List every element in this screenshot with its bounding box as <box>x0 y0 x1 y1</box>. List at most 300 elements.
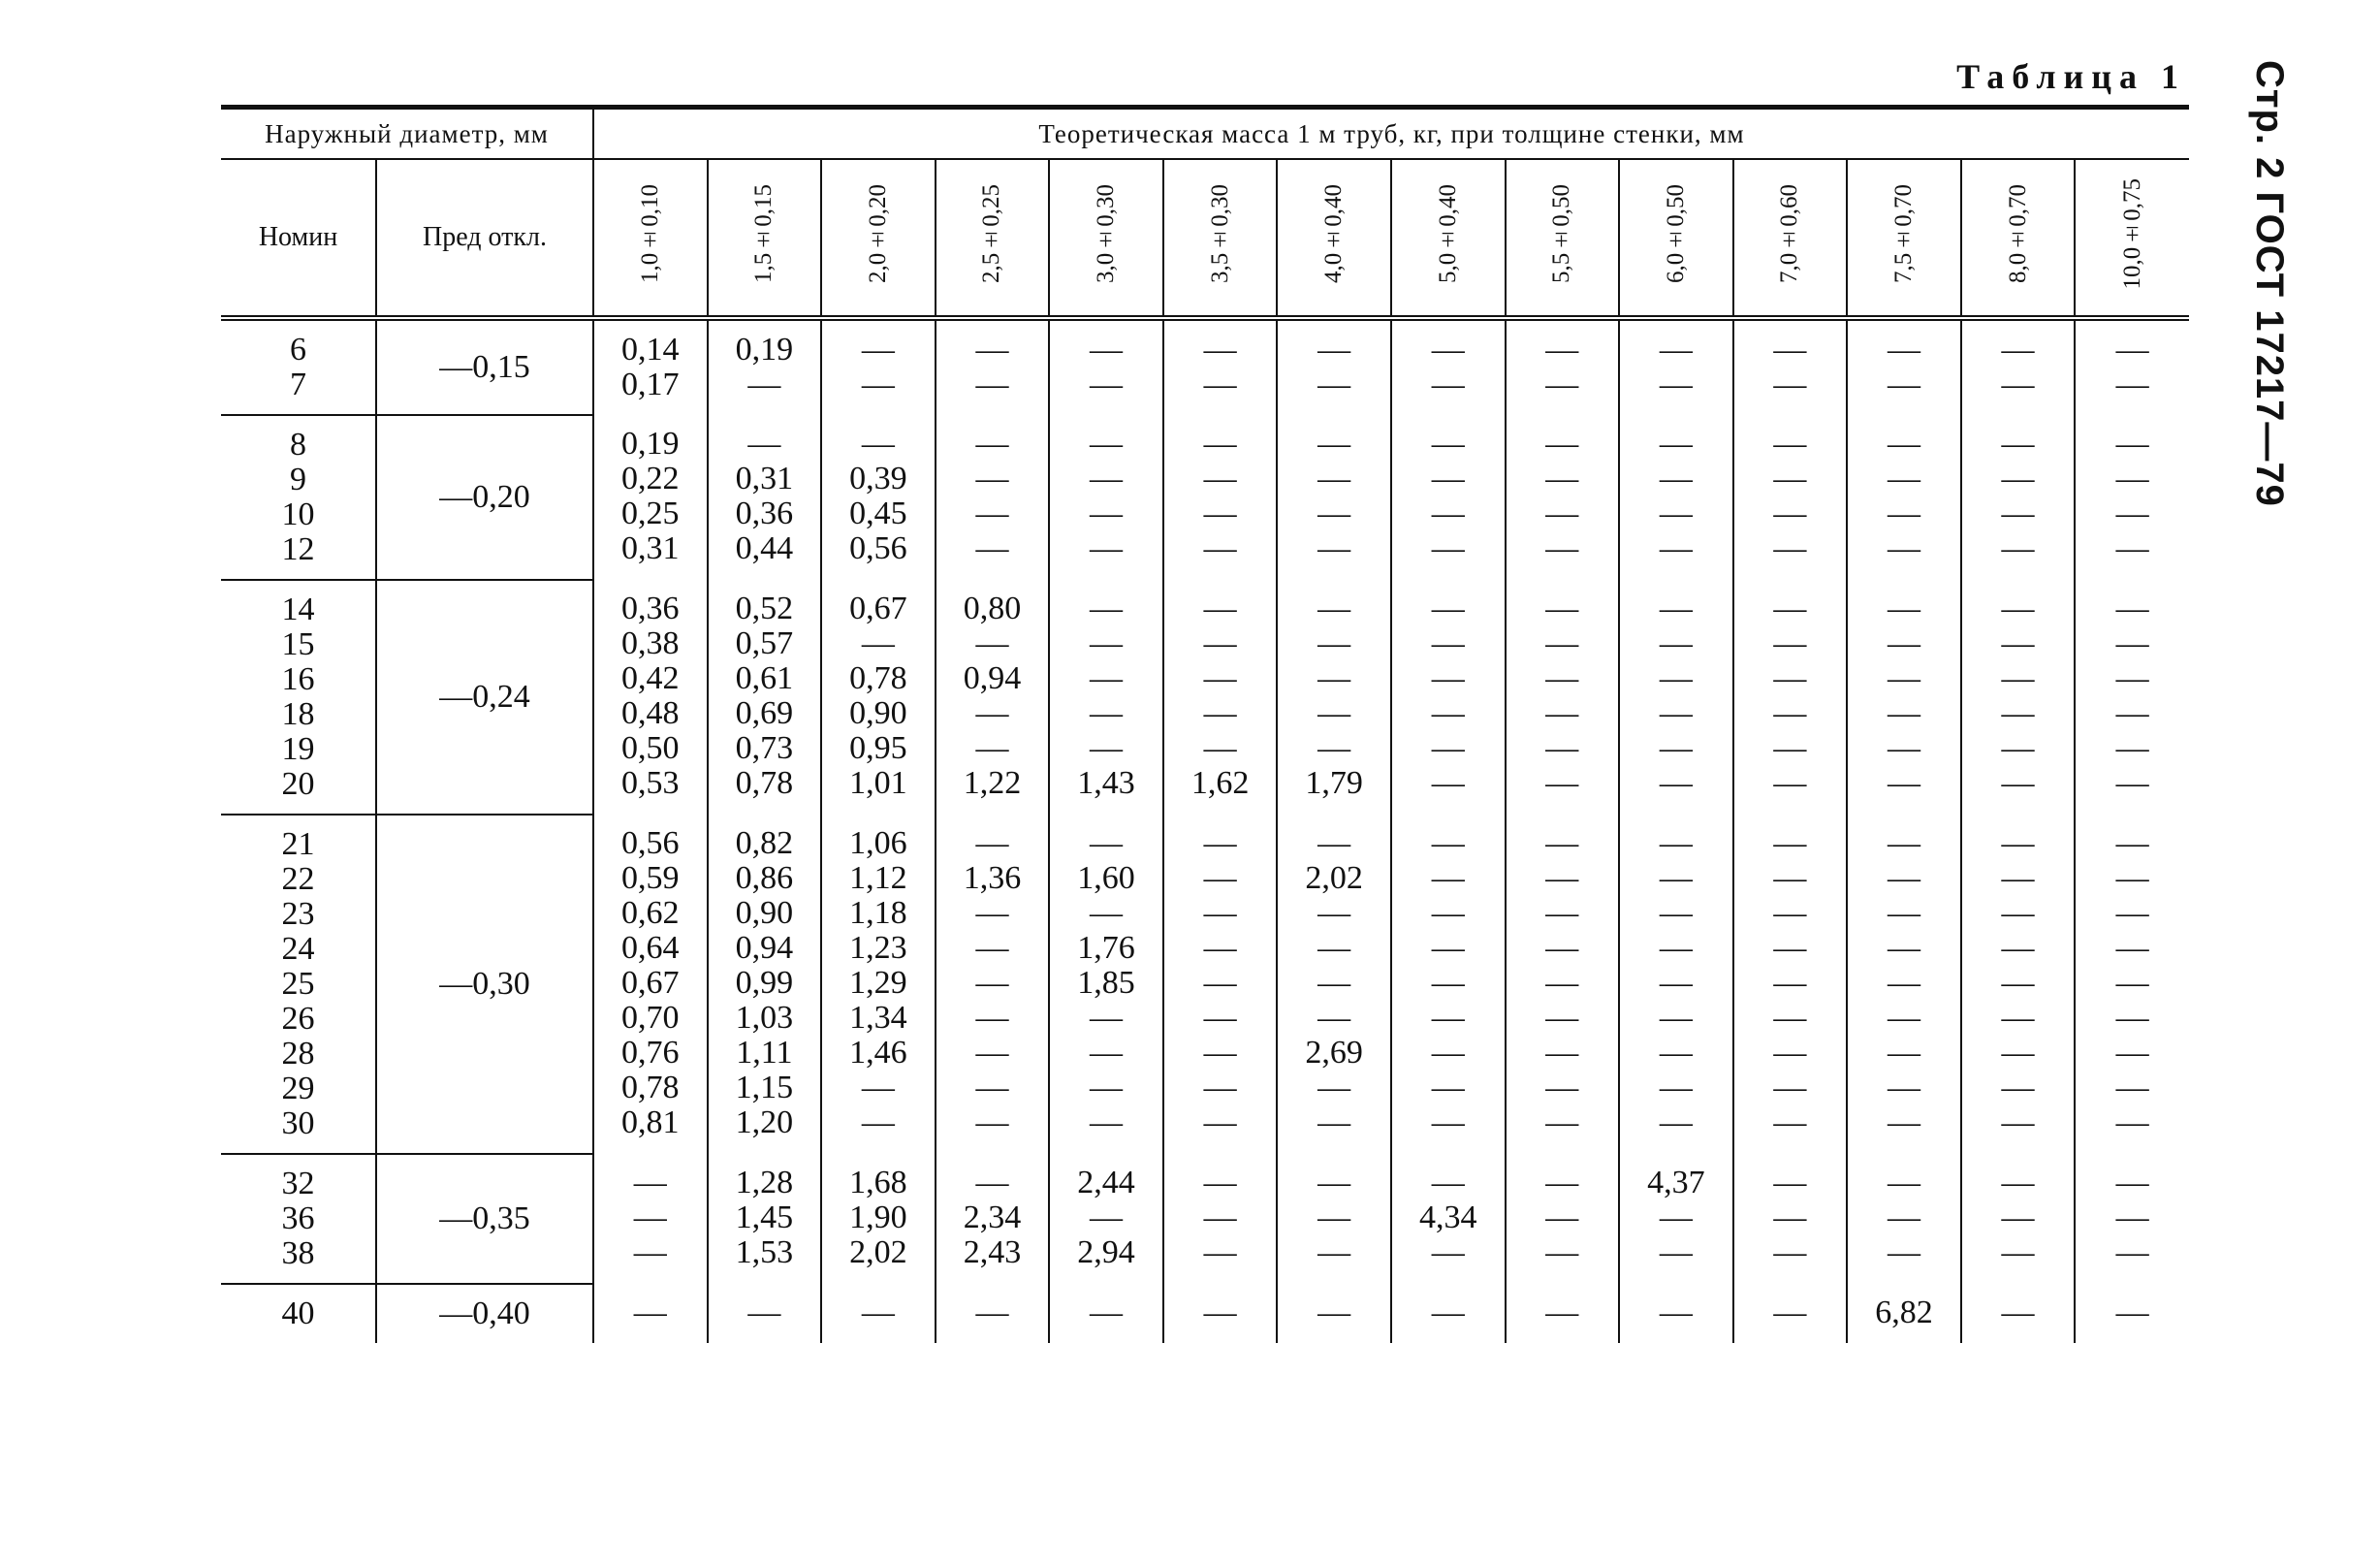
mass-value: — <box>1317 965 1351 1001</box>
mass-value: 2,34 <box>963 1199 1022 1235</box>
table-row-group <box>221 815 2189 1154</box>
mass-value: — <box>1090 530 1124 566</box>
nominal-value: 7 <box>290 367 306 402</box>
mass-table <box>221 105 2189 1343</box>
mass-value: — <box>1431 426 1465 462</box>
table-row-group <box>221 580 2189 815</box>
mass-value: — <box>1545 1295 1579 1330</box>
mass-value: — <box>1431 332 1465 368</box>
mass-value: — <box>1887 426 1920 462</box>
mass-value: — <box>1090 1104 1124 1140</box>
mass-value: 0,59 <box>621 860 680 896</box>
mass-cell <box>1619 415 1733 580</box>
mass-value: 4,34 <box>1418 1199 1477 1235</box>
mass-value: — <box>1545 765 1579 801</box>
nominal-value: 30 <box>281 1105 315 1141</box>
mass-cell <box>821 1284 936 1343</box>
mass-cell <box>1277 318 1391 415</box>
mass-value: — <box>1659 860 1693 896</box>
table-row-group <box>221 318 2189 415</box>
mass-value: — <box>2001 1070 2035 1105</box>
mass-value: — <box>1203 591 1237 626</box>
mass-value: — <box>2115 1295 2149 1330</box>
mass-value: — <box>1090 730 1124 766</box>
mass-value: — <box>1545 461 1579 496</box>
mass-value: — <box>2115 461 2149 496</box>
mass-value: 0,44 <box>735 530 794 566</box>
mass-cell <box>1506 580 1620 815</box>
nominal-cell <box>221 580 376 815</box>
outer-diameter-header: Наружный диаметр, мм <box>221 108 593 160</box>
mass-value: 0,82 <box>735 825 794 861</box>
mass-value: — <box>1431 825 1465 861</box>
mass-value: — <box>1317 695 1351 731</box>
mass-cell <box>1163 1154 1278 1284</box>
mass-value: — <box>2001 1165 2035 1200</box>
mass-value: — <box>1659 1295 1693 1330</box>
thickness-header <box>1391 159 1506 318</box>
mass-value: — <box>1659 332 1693 368</box>
mass-cell <box>2075 815 2189 1154</box>
nominal-value: 21 <box>281 826 315 862</box>
mass-value: — <box>1431 461 1465 496</box>
mass-value: — <box>1887 930 1920 966</box>
nominal-value: 38 <box>281 1235 315 1271</box>
mass-value: — <box>2115 332 2149 368</box>
mass-cell <box>936 415 1050 580</box>
nominal-value: 22 <box>281 861 315 897</box>
mass-cell <box>1277 1284 1391 1343</box>
mass-value: — <box>1090 426 1124 462</box>
mass-value: — <box>1090 825 1124 861</box>
mass-value: — <box>975 1035 1009 1071</box>
mass-value: — <box>2001 1199 2035 1235</box>
table-caption: Таблица 1 <box>1956 57 2186 96</box>
thickness-header <box>1619 159 1733 318</box>
mass-value: 0,90 <box>849 695 907 731</box>
mass-value: — <box>1773 825 1807 861</box>
mass-value: — <box>1887 496 1920 531</box>
mass-value: 0,17 <box>621 367 680 402</box>
thickness-label: 1,5±0,15 <box>750 184 777 283</box>
mass-value: 0,67 <box>621 965 680 1001</box>
mass-value: 1,15 <box>735 1070 794 1105</box>
mass-value: 1,36 <box>963 860 1022 896</box>
mass-value: — <box>1317 1295 1351 1330</box>
mass-value: 1,20 <box>735 1104 794 1140</box>
mass-value: — <box>1887 367 1920 402</box>
mass-value: 1,18 <box>849 895 907 931</box>
mass-value: 0,67 <box>849 591 907 626</box>
mass-cell <box>1506 415 1620 580</box>
nominal-cell <box>221 318 376 415</box>
mass-value: — <box>1545 695 1579 731</box>
mass-cell <box>1506 1284 1620 1343</box>
mass-value: 0,50 <box>621 730 680 766</box>
mass-value: — <box>2115 730 2149 766</box>
mass-value: — <box>1659 496 1693 531</box>
mass-value: — <box>1773 765 1807 801</box>
mass-value: — <box>747 1295 781 1330</box>
mass-value: — <box>2001 860 2035 896</box>
mass-cell <box>593 415 708 580</box>
table-row-group <box>221 1284 2189 1343</box>
thickness-header <box>1163 159 1278 318</box>
mass-value: — <box>1659 530 1693 566</box>
mass-value: — <box>861 426 895 462</box>
mass-value: — <box>747 426 781 462</box>
mass-value: — <box>2001 825 2035 861</box>
deviation-cell: —0,15 <box>376 318 593 415</box>
mass-cell <box>708 580 822 815</box>
mass-value: 0,81 <box>621 1104 680 1140</box>
mass-value: — <box>1317 367 1351 402</box>
mass-cell <box>708 1154 822 1284</box>
mass-cell <box>1391 318 1506 415</box>
mass-cell <box>1049 415 1163 580</box>
mass-value: — <box>1090 1000 1124 1036</box>
mass-cell <box>2075 580 2189 815</box>
mass-value: — <box>1773 1000 1807 1036</box>
mass-value: 2,44 <box>1077 1165 1135 1200</box>
mass-value: 0,25 <box>621 496 680 531</box>
mass-value: 0,94 <box>963 660 1022 696</box>
deviation-cell: —0,35 <box>376 1154 593 1284</box>
mass-value: — <box>1545 660 1579 696</box>
thickness-header <box>1277 159 1391 318</box>
mass-value: — <box>975 1070 1009 1105</box>
mass-value: — <box>2115 1070 2149 1105</box>
mass-value: 0,48 <box>621 695 680 731</box>
mass-value: — <box>1203 367 1237 402</box>
mass-cell <box>1163 415 1278 580</box>
mass-value: — <box>1773 1199 1807 1235</box>
header-row-sub <box>221 159 2189 318</box>
mass-cell <box>1961 1154 2076 1284</box>
mass-value: — <box>975 730 1009 766</box>
mass-value: — <box>1545 426 1579 462</box>
mass-value: — <box>1317 895 1351 931</box>
mass-value: — <box>1090 332 1124 368</box>
mass-value: — <box>2115 1165 2149 1200</box>
thickness-label: 8,0±0,70 <box>2004 184 2031 283</box>
mass-value: — <box>1203 1000 1237 1036</box>
mass-value: — <box>1887 965 1920 1001</box>
mass-value: — <box>1545 1070 1579 1105</box>
mass-value: — <box>1203 895 1237 931</box>
mass-value: 0,36 <box>735 496 794 531</box>
mass-cell <box>1277 815 1391 1154</box>
mass-cell <box>1733 815 1848 1154</box>
mass-value: — <box>1203 1199 1237 1235</box>
mass-value: — <box>861 1070 895 1105</box>
thickness-header <box>1847 159 1961 318</box>
mass-value: — <box>1659 591 1693 626</box>
mass-value: 1,53 <box>735 1234 794 1270</box>
mass-cell <box>1961 415 2076 580</box>
mass-value: 1,62 <box>1190 765 1250 801</box>
thickness-header <box>1961 159 2076 318</box>
mass-cell <box>936 318 1050 415</box>
mass-cell <box>821 415 936 580</box>
mass-value: — <box>1659 1234 1693 1270</box>
nominal-value: 10 <box>281 496 315 532</box>
mass-value: 1,01 <box>849 765 907 801</box>
mass-value: — <box>861 625 895 661</box>
nominal-value: 28 <box>281 1036 315 1071</box>
thickness-label: 7,5±0,70 <box>1889 184 1917 283</box>
mass-value: — <box>1317 530 1351 566</box>
mass-cell <box>1049 815 1163 1154</box>
mass-value: — <box>1545 860 1579 896</box>
mass-value: — <box>1887 591 1920 626</box>
mass-value: 0,61 <box>735 660 794 696</box>
mass-value: — <box>2115 930 2149 966</box>
mass-cell <box>2075 1284 2189 1343</box>
mass-value: — <box>1545 332 1579 368</box>
mass-cell <box>1847 815 1961 1154</box>
mass-value: — <box>1431 367 1465 402</box>
mass-value: — <box>1773 660 1807 696</box>
mass-cell <box>1847 1284 1961 1343</box>
mass-value: — <box>1659 625 1693 661</box>
mass-value: — <box>1773 895 1807 931</box>
nominal-value: 14 <box>281 592 315 627</box>
mass-value: — <box>1317 426 1351 462</box>
mass-value: — <box>1431 765 1465 801</box>
mass-value: 2,43 <box>963 1234 1022 1270</box>
mass-value: 0,39 <box>849 461 907 496</box>
mass-value: — <box>747 367 781 402</box>
mass-value: — <box>1203 1165 1237 1200</box>
mass-value: — <box>1659 367 1693 402</box>
mass-value: 0,42 <box>621 660 680 696</box>
mass-cell <box>708 815 822 1154</box>
mass-value: — <box>633 1234 667 1270</box>
mass-value: — <box>1545 530 1579 566</box>
mass-value: — <box>1431 660 1465 696</box>
mass-value: — <box>1545 1165 1579 1200</box>
nominal-value: 16 <box>281 661 315 697</box>
thickness-label: 4,0±0,40 <box>1320 184 1348 283</box>
mass-value: 1,28 <box>735 1165 794 1200</box>
mass-cell <box>1961 318 2076 415</box>
mass-value: — <box>1203 1234 1237 1270</box>
mass-value: — <box>2115 1104 2149 1140</box>
mass-value: — <box>1773 930 1807 966</box>
mass-value: — <box>1090 660 1124 696</box>
mass-value: 1,45 <box>735 1199 794 1235</box>
mass-value: — <box>1317 660 1351 696</box>
mass-value: — <box>1773 1070 1807 1105</box>
mass-value: 1,60 <box>1077 860 1135 896</box>
mass-value: 0,31 <box>735 461 794 496</box>
mass-cell <box>1049 580 1163 815</box>
mass-value: 0,73 <box>735 730 794 766</box>
mass-value: 0,69 <box>735 695 794 731</box>
deviation-cell: —0,40 <box>376 1284 593 1343</box>
mass-value: — <box>1773 591 1807 626</box>
mass-value: 2,02 <box>849 1234 907 1270</box>
mass-value: — <box>861 1104 895 1140</box>
deviation-cell: —0,20 <box>376 415 593 580</box>
mass-value: — <box>975 695 1009 731</box>
mass-value: 1,90 <box>849 1199 907 1235</box>
mass-value: — <box>975 965 1009 1001</box>
mass-value: — <box>1545 965 1579 1001</box>
mass-value: — <box>1887 625 1920 661</box>
mass-value: — <box>2001 695 2035 731</box>
thickness-label: 6,0±0,50 <box>1662 184 1689 283</box>
mass-cell <box>936 1154 1050 1284</box>
mass-value: — <box>1317 1165 1351 1200</box>
mass-cell <box>708 318 822 415</box>
mass-value: — <box>1659 695 1693 731</box>
mass-value: — <box>1545 1199 1579 1235</box>
mass-header: Теоретическая масса 1 м труб, кг, при толщине стенки, мм <box>593 108 2189 160</box>
mass-value: 0,52 <box>735 591 794 626</box>
mass-value: — <box>1545 730 1579 766</box>
mass-value: — <box>1545 496 1579 531</box>
mass-value: — <box>2115 860 2149 896</box>
mass-value: — <box>2001 625 2035 661</box>
mass-cell <box>1277 580 1391 815</box>
mass-value: — <box>1887 1234 1920 1270</box>
mass-value: — <box>1090 1035 1124 1071</box>
mass-value: 0,64 <box>621 930 680 966</box>
mass-cell <box>821 580 936 815</box>
mass-value: — <box>1773 695 1807 731</box>
mass-cell <box>1506 1154 1620 1284</box>
mass-value: — <box>2001 591 2035 626</box>
mass-value: — <box>975 332 1009 368</box>
mass-cell <box>1391 415 1506 580</box>
thickness-label: 3,5±0,30 <box>1206 184 1233 283</box>
mass-value: — <box>1090 461 1124 496</box>
mass-value: 0,95 <box>849 730 907 766</box>
thickness-header <box>1506 159 1620 318</box>
mass-value: — <box>1203 625 1237 661</box>
mass-value: — <box>1773 1234 1807 1270</box>
mass-value: — <box>2115 695 2149 731</box>
mass-value: 0,76 <box>621 1035 680 1071</box>
thickness-header <box>1049 159 1163 318</box>
mass-value: — <box>1317 1199 1351 1235</box>
mass-cell <box>936 1284 1050 1343</box>
mass-value: 0,78 <box>735 765 794 801</box>
mass-cell <box>1163 580 1278 815</box>
mass-value: 1,12 <box>849 860 907 896</box>
mass-value: — <box>975 426 1009 462</box>
nominal-value: 24 <box>281 931 315 967</box>
mass-value: — <box>1659 730 1693 766</box>
mass-value: — <box>1203 825 1237 861</box>
mass-cell <box>1506 318 1620 415</box>
mass-value: — <box>1545 1104 1579 1140</box>
mass-value: — <box>1431 1165 1465 1200</box>
mass-value: — <box>1659 1199 1693 1235</box>
mass-value: — <box>2115 496 2149 531</box>
nominal-value: 6 <box>290 332 306 368</box>
mass-value: 0,22 <box>621 461 680 496</box>
mass-value: — <box>1317 1104 1351 1140</box>
mass-value: — <box>1203 426 1237 462</box>
mass-value: 0,45 <box>849 496 907 531</box>
mass-value: — <box>1659 1000 1693 1036</box>
mass-value: 1,79 <box>1305 765 1363 801</box>
mass-value: — <box>1431 695 1465 731</box>
mass-value: — <box>2115 367 2149 402</box>
thickness-label: 10,0±0,75 <box>2118 177 2145 290</box>
nominal-value: 8 <box>290 427 306 463</box>
mass-value: — <box>1659 895 1693 931</box>
mass-cell <box>1733 580 1848 815</box>
mass-cell <box>2075 415 2189 580</box>
mass-value: — <box>2001 1035 2035 1071</box>
mass-value: 1,46 <box>849 1035 907 1071</box>
mass-value: — <box>2115 591 2149 626</box>
mass-value: — <box>1545 825 1579 861</box>
mass-cell <box>936 580 1050 815</box>
nominal-value: 23 <box>281 896 315 932</box>
table-row-group <box>221 1154 2189 1284</box>
mass-value: — <box>1887 730 1920 766</box>
mass-value: — <box>1431 860 1465 896</box>
mass-value: — <box>1203 1295 1237 1330</box>
mass-value: 0,78 <box>621 1070 680 1105</box>
mass-value: — <box>1431 1070 1465 1105</box>
mass-value: — <box>1545 1234 1579 1270</box>
mass-value: — <box>975 825 1009 861</box>
mass-value: — <box>975 625 1009 661</box>
mass-value: — <box>2001 1000 2035 1036</box>
mass-value: — <box>1545 367 1579 402</box>
table-row-group <box>221 415 2189 580</box>
mass-value: 0,99 <box>735 965 794 1001</box>
mass-value: — <box>1203 1104 1237 1140</box>
mass-value: — <box>2115 1234 2149 1270</box>
thickness-label: 5,0±0,40 <box>1434 184 1461 283</box>
nominal-value: 18 <box>281 696 315 732</box>
mass-value: — <box>2001 332 2035 368</box>
mass-value: — <box>1203 530 1237 566</box>
mass-value: — <box>1887 695 1920 731</box>
mass-value: — <box>1659 426 1693 462</box>
thickness-header <box>708 159 822 318</box>
nominal-value: 36 <box>281 1200 315 1236</box>
mass-value: 0,36 <box>621 591 680 626</box>
nominal-value: 25 <box>281 966 315 1002</box>
mass-cell <box>1506 815 1620 1154</box>
mass-value: — <box>2115 765 2149 801</box>
mass-value: — <box>2001 367 2035 402</box>
mass-value: — <box>2001 496 2035 531</box>
mass-value: — <box>1887 461 1920 496</box>
mass-value: — <box>1545 591 1579 626</box>
mass-value: — <box>1773 461 1807 496</box>
mass-value: 6,82 <box>1875 1295 1933 1330</box>
mass-value: — <box>1887 860 1920 896</box>
mass-value: 0,78 <box>849 660 907 696</box>
mass-value: — <box>1773 860 1807 896</box>
mass-value: — <box>2001 895 2035 931</box>
mass-value: — <box>1773 1104 1807 1140</box>
mass-value: 0,56 <box>621 825 680 861</box>
mass-value: — <box>1773 530 1807 566</box>
mass-value: 0,14 <box>621 332 680 368</box>
mass-value: 1,06 <box>849 825 907 861</box>
mass-value: — <box>975 367 1009 402</box>
